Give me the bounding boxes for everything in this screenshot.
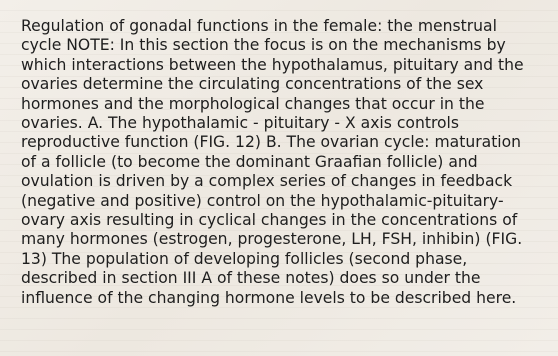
text-line-1: Regulation of gonadal functions in the female: the menstrual bbox=[21, 17, 497, 35]
text-line-11: ovary axis resulting in cyclical changes in the concentrations of bbox=[21, 211, 518, 230]
text-line-9: ovulation is driven by a complex series of changes in feedback bbox=[21, 172, 513, 191]
text-line-6: ovaries. A. The hypothalamic - pituitary - X axis controls bbox=[21, 114, 460, 133]
text-line-10: (negative and positive) control on the hypothalamic-pituitary- bbox=[21, 191, 504, 210]
text-line-12: many hormones (estrogen, progesterone, LH, FSH, inhibin) (FIG. bbox=[21, 230, 523, 249]
text-line-7: reproductive function (FIG. 12) B. The ovarian cycle: maturation bbox=[21, 133, 522, 152]
text-line-14: described in section III A of these notes) does so under the bbox=[21, 269, 481, 288]
text-line-3: which interactions between the hypothalamus, pituitary and the bbox=[21, 55, 524, 74]
text-line-2: cycle NOTE: In this section the focus is on the mechanisms by bbox=[21, 36, 506, 55]
text-line-13: 13) The population of developing follicles (second phase, bbox=[21, 249, 468, 268]
text-line-15: influence of the changing hormone levels to be described here. bbox=[21, 288, 517, 307]
text-line-5: hormones and the morphological changes that occur in the bbox=[21, 94, 485, 113]
text-line-4: ovaries determine the circulating concentrations of the sex bbox=[21, 75, 484, 94]
document-paragraph bbox=[21, 17, 541, 308]
text-line-8: of a follicle (to become the dominant Graafian follicle) and bbox=[21, 152, 478, 171]
